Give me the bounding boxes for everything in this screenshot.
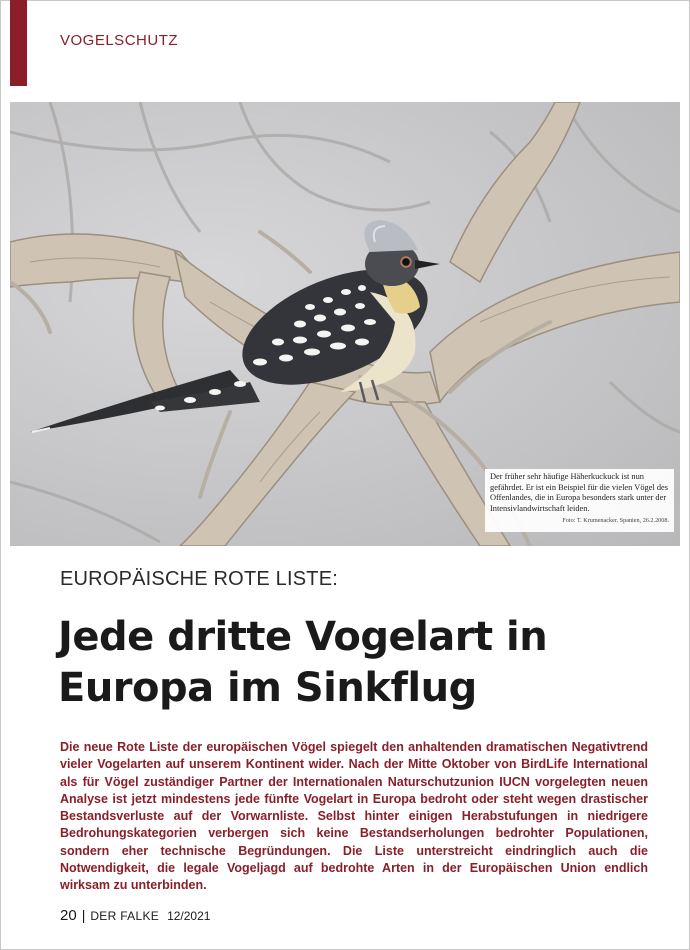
section-accent-bar: [10, 0, 27, 86]
article-kicker: EUROPÄISCHE ROTE LISTE:: [60, 568, 338, 590]
article-headline: [58, 612, 658, 714]
issue-number: 12/2021: [167, 909, 211, 923]
page-number: 20: [60, 907, 77, 924]
photo-credit: Foto: T. Krumenacker. Spanien, 26.2.2008.: [562, 517, 669, 525]
article-lead: Die neue Rote Liste der europäischen Vögel spiegelt den anhaltenden dramatischen Negativtrend vieler Vogelarten auf unserem Kontinent wider. Nach der Mitte Oktober von BirdLife International als für Vögel zuständiger Partner der Internationalen Naturschutzunion IUCN vorgelegten neuen Analyse ist jetzt mindestens jede fünfte Vogelart in Europa bedroht oder steht wegen drastischer Bestandsverluste auf der Vorwarnliste. Selbst hinter einigen Herabstufungen in niedrigere Bedrohungskategorien verbergen sich keine Bestandserholungen bedrohter Populationen, sondern eher technische Begründungen. Die Liste unterstreicht eindringlich auch die Notwendigkeit, die legale Vogeljagd auf bedrohte Arten in der Europäischen Union endlich wirksam zu unterbinden.: [60, 740, 648, 893]
magazine-name: DER FALKE: [90, 909, 160, 923]
headline-line-1: Jede dritte Vogelart in: [58, 614, 548, 660]
photo-caption-text: Der früher sehr häufige Häherkuckuck ist nun gefährdet. Er ist ein Beispiel für die vielen Vögel des Offenlandes, die in Europa besonders stark unter der Intensivlandwirtschaft leiden.: [490, 472, 668, 513]
bird-photo: [10, 102, 680, 546]
page-footer: [60, 907, 210, 924]
footer-separator: |: [81, 907, 86, 923]
headline-line-2: Europa im Sinkflug: [58, 665, 477, 711]
photo-caption: [485, 469, 674, 532]
section-label: VOGELSCHUTZ: [60, 32, 179, 49]
